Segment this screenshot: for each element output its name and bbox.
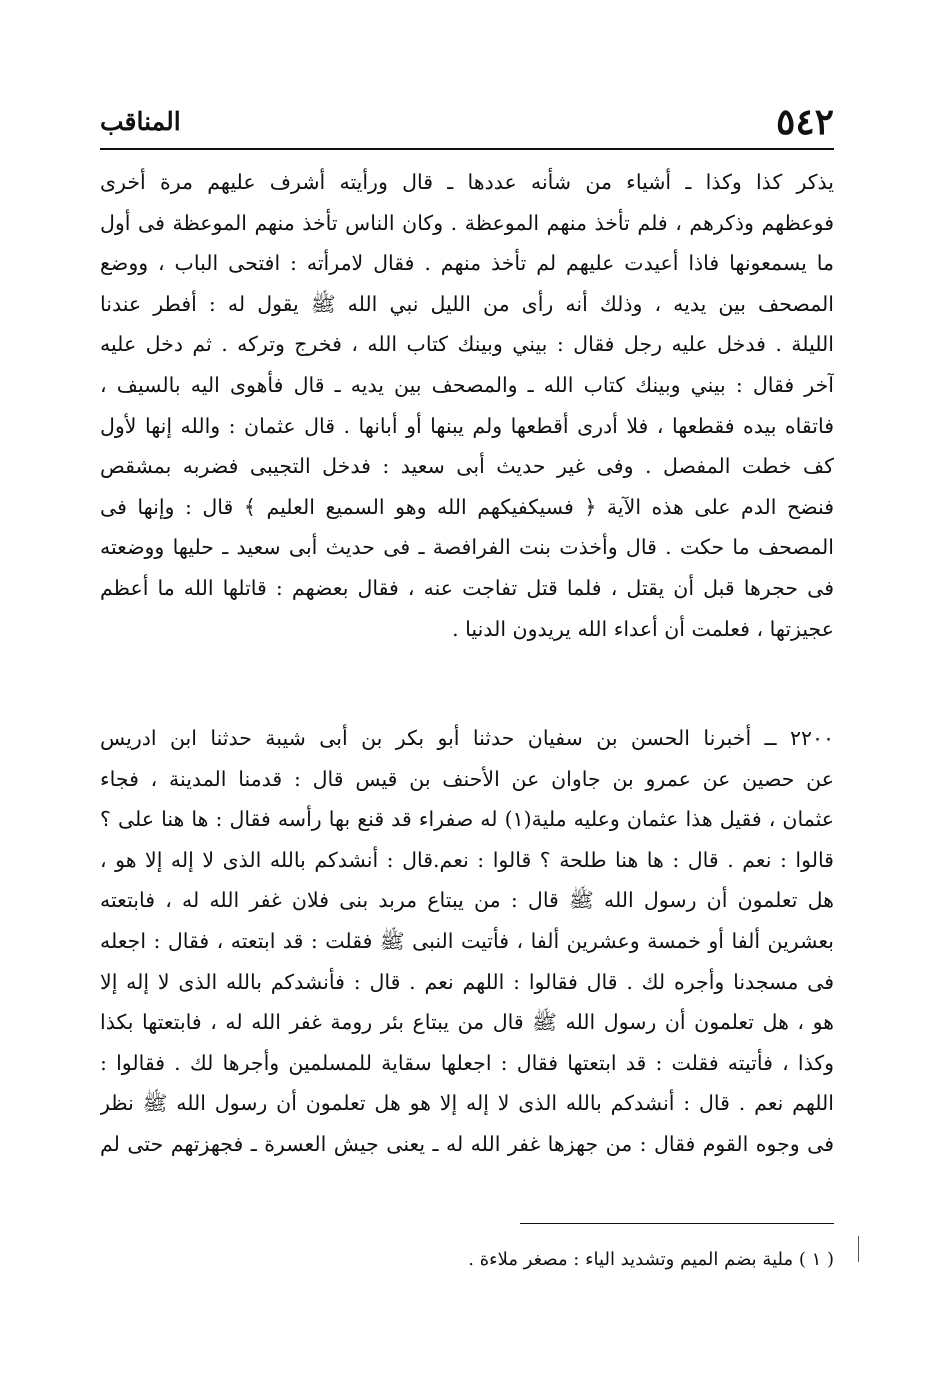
text-line: ما يسمعونها فاذا أعيدت عليهم لم تأخذ منهم . فقال لامرأته : افتحى الباب ، ووضع <box>100 251 834 276</box>
text-line: وكذا ، فأتيته فقلت : قد ابتعتها فقال : اجعلها سقاية للمسلمين وأجرها لك . فقالوا : <box>100 1050 834 1075</box>
text-line: قالوا : نعم . قال : ها هنا طلحة ؟ قالوا : نعم.قال : أنشدكم بالله الذى لا إله إلا هو ، <box>100 847 834 872</box>
text-line: المصحف بين يديه ، وذلك أنه رأى من الليل نبي الله ﷺ يقول له : أفطر عندنا <box>100 291 834 316</box>
text-line: فوعظهم وذكرهم ، فلم تأخذ منهم الموعظة . وكان الناس تأخذ منهم الموعظة فى أول <box>100 210 834 235</box>
text-line: فنضح الدم على هذه الآية ﴿ فسيكفيكهم الله وهو السميع العليم ﴾ قال : وإنها فى <box>100 494 834 519</box>
text-line: عجيزتها ، فعلمت أن أعداء الله يريدون الدنيا . <box>452 616 834 641</box>
page-number: ٥٤٢ <box>775 101 834 143</box>
text-line: الليلة . فدخل عليه رجل فقال : بيني وبينك كتاب الله ، فخرج وتركه . ثم دخل عليه <box>100 332 834 357</box>
text-line: يذكر كذا وكذا ـ أشياء من شأنه عددها ـ قال ورأيته أشرف عليهم مرة أخرى <box>100 170 834 194</box>
text-line: اللهم نعم . قال : أنشدكم بالله الذى لا إله إلا هو هل تعلمون أن رسول الله ﷺ نظر <box>100 1091 834 1116</box>
text-line: فاتقاه بيده فقطعها ، فلا أدرى أقطعها ولم يبنها أو أبانها . قال عثمان : والله إنها لأول <box>100 413 834 438</box>
margin-mark <box>858 1236 859 1262</box>
text-line: هو ، هل تعلمون أن رسول الله ﷺ قال من يبتاع بئر رومة غفر الله له ، فابتعتها بكذا <box>100 1010 834 1035</box>
page-header <box>100 100 834 144</box>
text-line: المصحف ما حكت . قال وأخذت بنت الفرافصة ـ فى حديث أبى سعيد ـ حليها ووضعته <box>100 535 834 560</box>
paragraph-continuation <box>100 162 834 649</box>
text-line: عن حصين عن عمرو بن جاوان عن الأحنف بن قيس قال : قدمنا المدينة ، فجاء <box>100 766 834 791</box>
text-line: فى وجوه القوم فقال : من جهزها غفر الله له ـ يعنى جيش العسرة ـ فجهزتهم حتى لم <box>100 1131 834 1156</box>
text-line: فى حجرها قبل أن يقتل ، فلما قتل تفاجت عنه ، فقال بعضهم : قاتلها الله ما أعظم <box>100 575 834 600</box>
text-line: بعشرين ألفا أو خمسة وعشرين ألفا ، فأتيت النبى ﷺ فقلت : قد ابتعته ، فقال : اجعله <box>100 928 834 953</box>
text-line: آخر فقال : بيني وبينك كتاب الله ـ والمصحف بين يديه ـ قال فأهوى اليه بالسيف ، <box>100 372 834 397</box>
section-title: المناقب <box>100 107 181 136</box>
text-line: هل تعلمون أن رسول الله ﷺ قال : من يبتاع مربد بنى فلان غفر الله له ، فابتعته <box>100 888 834 913</box>
footnote: ( ١ ) ملية بضم الميم وتشديد الياء : مصغر ملاءة . <box>468 1249 834 1270</box>
text-line: ٢٢٠٠ ــ أخبرنا الحسن بن سفيان حدثنا أبو بكر بن أبى شيبة حدثنا ابن ادريس <box>100 726 834 750</box>
header-divider <box>100 148 834 150</box>
text-line: فى مسجدنا وأجره لك . قال فقالوا : اللهم نعم . قال : فأنشدكم بالله الذى لا إله إلا <box>100 969 834 994</box>
hadith-2200 <box>100 718 834 1165</box>
text-line: عثمان ، فقيل هذا عثمان وعليه ملية(١) له صفراء قد قنع بها رأسه فقال : ها هنا على ؟ <box>100 807 834 832</box>
text-line: كف خطت المفصل . وفى غير حديث أبى سعيد : فدخل التجيبى فضربه بمشقص <box>100 454 834 479</box>
footnote-divider <box>520 1223 834 1224</box>
